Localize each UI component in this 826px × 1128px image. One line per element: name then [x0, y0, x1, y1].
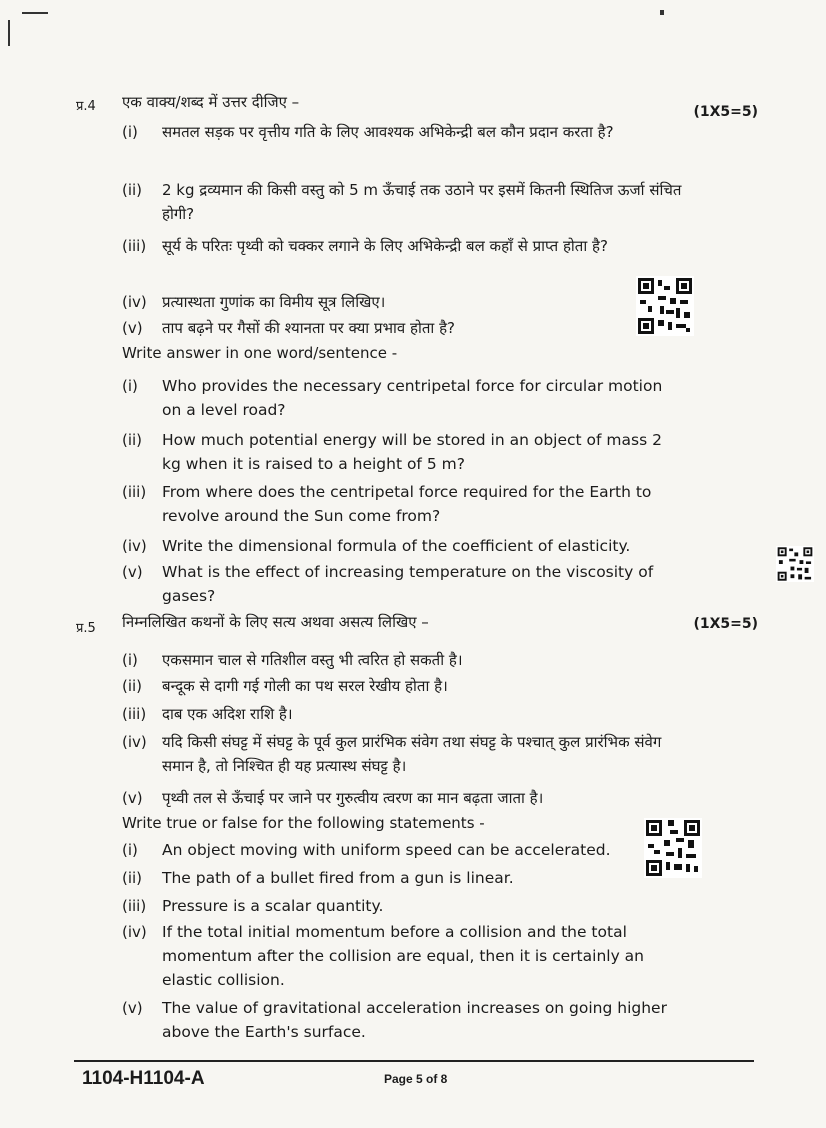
q4-hi-item-2 [122, 178, 682, 226]
question-4-marks: (1X5=5) [693, 104, 758, 120]
item-text: The value of gravitational acceleration increases on going higher above the Earth's surface. [162, 999, 667, 1041]
item-number: (iv) [122, 537, 147, 555]
item-number: (iv) [122, 293, 147, 311]
question-4-instruction-english: Write answer in one word/sentence - [122, 344, 398, 362]
item-number: (i) [122, 841, 138, 859]
q5-en-item-1 [122, 838, 622, 862]
item-text: सूर्य के परितः पृथ्वी को चक्कर लगाने के लिए अभिकेन्द्री बल कहाँ से प्राप्त होता है? [162, 237, 608, 255]
item-text: 2 kg द्रव्यमान की किसी वस्तु को 5 m ऊँचाई तक उठाने पर इसमें कितनी स्थितिज ऊर्जा संचित होगी? [162, 181, 682, 223]
qr-code-icon [636, 276, 694, 336]
item-number: (i) [122, 123, 138, 141]
q4-hi-item-1 [122, 120, 682, 144]
q5-hi-item-5 [122, 786, 682, 810]
page-number: Page 5 of 8 [384, 1072, 448, 1086]
question-4-instruction-hindi: एक वाक्य/शब्द में उत्तर दीजिए – [122, 93, 300, 111]
item-text: पृथ्वी तल से ऊँचाई पर जाने पर गुरुत्वीय त्वरण का मान बढ़ता जाता है। [162, 789, 544, 807]
question-5-marks: (1X5=5) [693, 616, 758, 632]
q5-hi-item-3 [122, 702, 682, 726]
item-number: (v) [122, 563, 143, 581]
q4-en-item-1 [122, 374, 682, 422]
item-text: बन्दूक से दागी गई गोली का पथ सरल रेखीय होता है। [162, 677, 448, 695]
item-number: (i) [122, 377, 138, 395]
item-number: (iii) [122, 705, 147, 723]
item-number: (v) [122, 999, 143, 1017]
item-text: समतल सड़क पर वृत्तीय गति के लिए आवश्यक अभिकेन्द्री बल कौन प्रदान करता है? [162, 123, 614, 141]
scan-mark-dot [660, 10, 664, 15]
item-text: दाब एक अदिश राशि है। [162, 705, 293, 723]
q4-en-item-5 [122, 560, 682, 608]
item-number: (ii) [122, 869, 143, 887]
item-number: (v) [122, 789, 143, 807]
q5-hi-item-4 [122, 730, 682, 778]
question-5-instruction-hindi: निम्नलिखित कथनों के लिए सत्य अथवा असत्य लिखिए – [122, 613, 429, 631]
item-text: Who provides the necessary centripetal force for circular motion on a level road? [162, 377, 663, 419]
footer-divider [74, 1060, 754, 1062]
qr-code-icon [644, 818, 702, 878]
q4-en-item-3 [122, 480, 682, 528]
item-text: If the total initial momentum before a collision and the total momentum after the collision are equal, then it is certainly an elastic collision. [162, 923, 644, 989]
qr-code-side-graphic [776, 546, 814, 582]
paper-code: 1104-H1104-A [82, 1068, 205, 1089]
item-text: An object moving with uniform speed can be accelerated. [162, 841, 611, 859]
item-number: (i) [122, 651, 138, 669]
question-4-number: प्र.4 [76, 99, 96, 114]
item-text: ताप बढ़ने पर गैसों की श्यानता पर क्या प्रभाव होता है? [162, 319, 456, 337]
item-number: (v) [122, 319, 143, 337]
question-5-number: प्र.5 [76, 621, 96, 636]
item-text: The path of a bullet fired from a gun is linear. [162, 869, 514, 887]
q4-en-item-4 [122, 534, 682, 558]
item-text: Pressure is a scalar quantity. [162, 897, 384, 915]
item-number: (ii) [122, 677, 143, 695]
item-number: (iii) [122, 483, 147, 501]
item-text: प्रत्यास्थता गुणांक का विमीय सूत्र लिखिए। [162, 293, 386, 311]
item-text: From where does the centripetal force required for the Earth to revolve around the Sun come from? [162, 483, 652, 525]
qr-code-top-graphic [636, 276, 694, 336]
item-number: (ii) [122, 431, 143, 449]
q5-en-item-5 [122, 996, 682, 1044]
qr-code-bottom-graphic [644, 818, 702, 878]
item-number: (iv) [122, 923, 147, 941]
item-text: What is the effect of increasing temperature on the viscosity of gases? [162, 563, 654, 605]
q4-hi-item-3 [122, 234, 682, 258]
item-text: यदि किसी संघट्ट में संघट्ट के पूर्व कुल प्रारंभिक संवेग तथा संघट्ट के पश्चात् कुल प्रारंभिक संवेग समान है, तो निश्चित ही यह प्रत्यास्थ संघट्ट है। [162, 733, 662, 775]
item-text: एकसमान चाल से गतिशील वस्तु भी त्वरित हो सकती है। [162, 651, 463, 669]
item-text: Write the dimensional formula of the coefficient of elasticity. [162, 537, 631, 555]
q5-hi-item-1 [122, 648, 682, 672]
scan-mark-top-left [8, 20, 10, 46]
q4-hi-item-5 [122, 316, 622, 340]
scan-mark-top-line [22, 12, 48, 14]
item-text: How much potential energy will be stored in an object of mass 2 kg when it is raised to a height of 5 m? [162, 431, 662, 473]
question-5-instruction-english: Write true or false for the following statements - [122, 814, 485, 832]
q5-en-item-4 [122, 920, 682, 992]
item-number: (iii) [122, 897, 147, 915]
item-number: (iv) [122, 733, 147, 751]
q5-en-item-3 [122, 894, 682, 918]
qr-code-icon [776, 546, 814, 582]
q4-hi-item-4 [122, 290, 622, 314]
item-number: (iii) [122, 237, 147, 255]
q5-hi-item-2 [122, 674, 682, 698]
item-number: (ii) [122, 181, 143, 199]
q4-en-item-2 [122, 428, 682, 476]
q5-en-item-2 [122, 866, 622, 890]
